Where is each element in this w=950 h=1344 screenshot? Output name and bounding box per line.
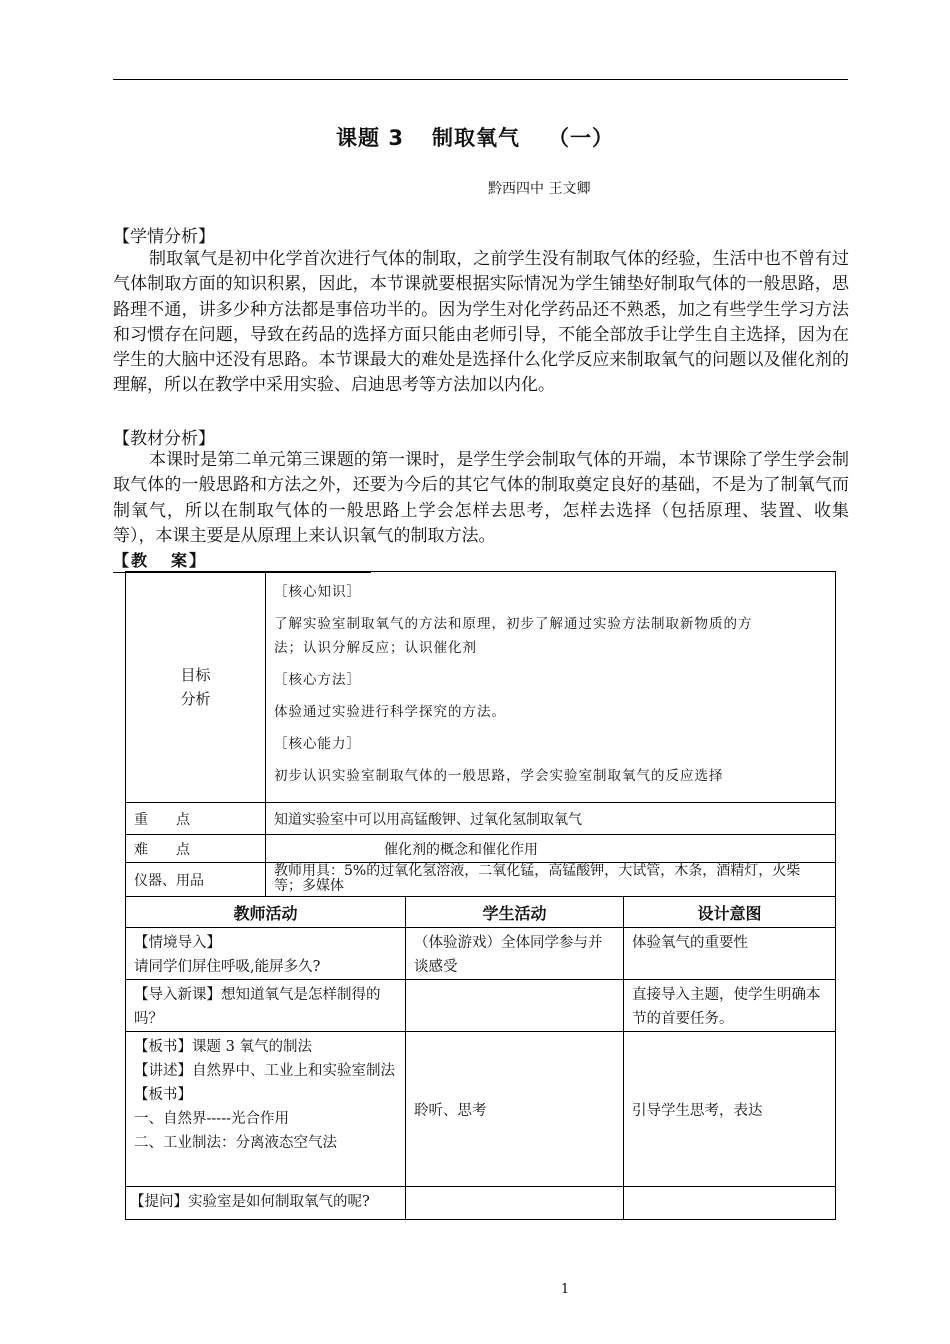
student-cell: 聆听、思考 — [406, 1032, 624, 1187]
core-ability-text: 初步认识实验室制取气体的一般思路，学会实验室制取氧气的反应选择 — [274, 768, 724, 784]
teacher-line: 二、工业制法：分离液态空气法 — [134, 1135, 337, 1151]
activity-table — [125, 896, 836, 1220]
teacher-cell — [126, 1032, 406, 1187]
jiaocai-heading: 【教材分析】 — [113, 429, 215, 449]
header-rule — [113, 79, 848, 80]
core-ability-heading: ［核心能力］ — [274, 736, 361, 752]
table-row — [126, 1187, 836, 1220]
intent-cell: 直接导入主题，使学生明确本节的首要任务。 — [624, 980, 836, 1032]
page-number: 1 — [560, 1282, 570, 1297]
teacher-line: 【板书】 — [134, 1087, 192, 1103]
intent-cell: 体验氧气的重要性 — [624, 928, 836, 980]
teacher-line: 一、自然界-----光合作用 — [134, 1111, 289, 1127]
teacher-line: 【导入新课】想知道氧气是怎样制得的吗？ — [134, 987, 381, 1027]
student-cell — [406, 980, 624, 1032]
header-intent: 设计意图 — [624, 897, 836, 928]
title-part: （一） — [547, 126, 614, 150]
page-title — [0, 122, 950, 152]
xueqing-heading: 【学情分析】 — [113, 227, 215, 247]
jiaocai-paragraph — [113, 448, 849, 549]
teacher-cell — [126, 928, 406, 980]
teacher-line: 请同学们屏住呼吸,能屏多久? — [134, 959, 321, 975]
title-topic: 制取氧气 — [431, 126, 520, 150]
author-line: 黔西四中 王文卿 — [488, 181, 591, 197]
key-point-row — [126, 803, 836, 835]
header-teacher: 教师活动 — [126, 897, 406, 928]
materials-label: 仪器、用品 — [126, 863, 266, 897]
activity-header-row — [126, 897, 836, 928]
intent-cell: 引导学生思考，表达 — [624, 1032, 836, 1187]
key-point-label: 重 点 — [126, 803, 266, 835]
goals-content-cell — [266, 572, 836, 803]
jiaoan-heading — [113, 552, 371, 573]
xueqing-paragraph — [113, 247, 849, 399]
core-method-text: 体验通过实验进行科学探究的方法。 — [274, 704, 506, 720]
student-cell: （体验游戏）全体同学参与并谈感受 — [406, 928, 624, 980]
title-lesson: 课题 3 — [336, 126, 404, 150]
goals-row — [126, 572, 836, 803]
jiaoan-heading-a: 【教 — [113, 551, 150, 570]
goals-label-cell — [126, 572, 266, 803]
table-row — [126, 980, 836, 1032]
core-knowledge-line-1: 了解实验室制取氧气的方法和原理，初步了解通过实验方法制取新物质的方 — [274, 616, 753, 632]
key-point-text: 知道实验室中可以用高锰酸钾、过氧化氢制取氧气 — [266, 803, 836, 835]
teacher-cell — [126, 980, 406, 1032]
jiaoan-heading-b: 案】 — [171, 551, 208, 570]
goals-table — [125, 571, 836, 897]
teacher-cell — [126, 1187, 406, 1220]
student-cell — [406, 1187, 624, 1220]
core-knowledge-heading: ［核心知识］ — [274, 584, 361, 600]
difficulty-row — [126, 835, 836, 863]
core-knowledge-line-2: 法；认识分解反应；认识催化剂 — [274, 640, 477, 656]
materials-text: 教师用具：5%的过氧化氢溶液，二氧化锰，高锰酸钾，大试管，木条，酒精灯，火柴等；多媒体 — [266, 863, 836, 897]
teacher-line: 【提问】实验室是如何制取氧气的呢? — [130, 1194, 370, 1210]
header-student: 学生活动 — [406, 897, 624, 928]
goals-label-1: 目标 — [180, 666, 211, 684]
teacher-line: 【情境导入】 — [134, 935, 221, 951]
teacher-line: 【板书】课题 3 氧气的制法 — [134, 1039, 312, 1055]
table-row — [126, 1032, 836, 1187]
jiaocai-text: 本课时是第二单元第三课题的第一课时，是学生学会制取气体的开端，本节课除了学生学会制取气体的一般思路和方法之外，还要为今后的其它气体的制取奠定良好的基础，不是为了制氧气而制氧气，所以在制取气体的一般思路上学会怎样去思考，怎样去选择（包括原理、装置、收集等），本课主要是从原理上来认识氧气的制取方法。 — [113, 450, 849, 546]
core-method-heading: ［核心方法］ — [274, 672, 361, 688]
difficulty-label: 难 点 — [126, 835, 266, 863]
materials-row — [126, 863, 836, 897]
goals-label-2: 分析 — [180, 690, 211, 708]
teacher-line: 【讲述】自然界中、工业上和实验室制法 — [134, 1063, 395, 1079]
intent-cell — [624, 1187, 836, 1220]
table-row — [126, 928, 836, 980]
xueqing-text: 制取氧气是初中化学首次进行气体的制取，之前学生没有制取气体的经验，生活中也不曾有过气体制取方面的知识积累，因此，本节课就要根据实际情况为学生铺垫好制取气体的一般思路，思路理不通，讲多少种方法都是事倍功半的。因为学生对化学药品还不熟悉，加之有些学生学习方法和习惯存在问题，导致在药品的选择方面只能由老师引导，不能全部放手让学生自主选择，因为在学生的大脑中还没有思路。本节课最大的难处是选择什么化学反应来制取氧气的问题以及催化剂的理解，所以在教学中采用实验、启迪思考等方法加以内化。 — [113, 249, 849, 396]
difficulty-text: 催化剂的概念和催化作用 — [266, 835, 836, 863]
